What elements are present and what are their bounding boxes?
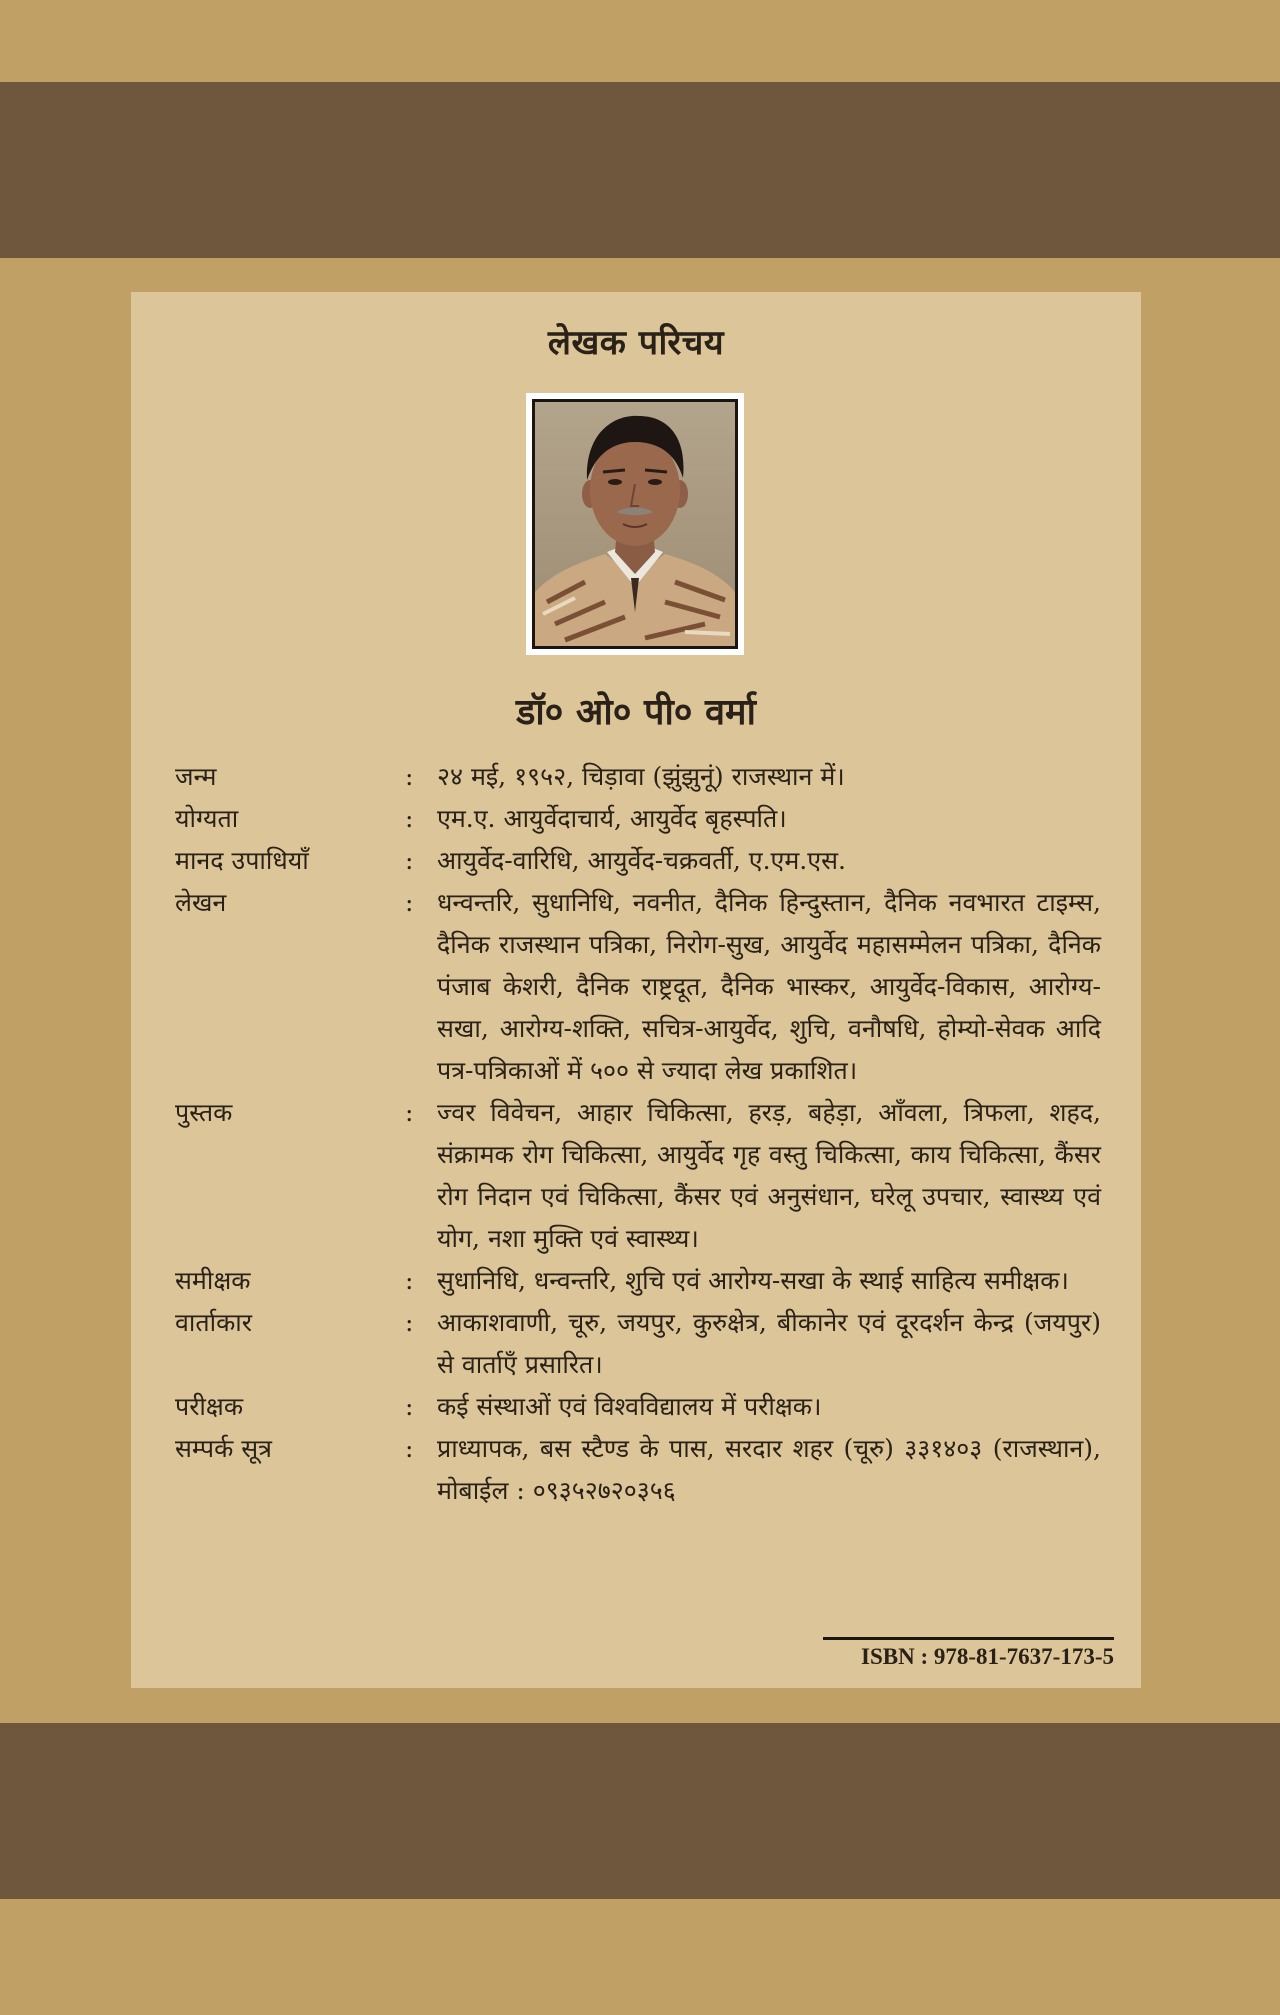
detail-label: परीक्षक bbox=[175, 1392, 244, 1421]
detail-label: पुस्तक bbox=[175, 1098, 233, 1127]
detail-value: प्राध्यापक, बस स्टैण्ड के पास, सरदार शहर (चूरु) ३३१४०३ (राजस्थान), मोबाईल : ०९३५२७२०३५६ bbox=[437, 1434, 1101, 1505]
detail-colon: : bbox=[405, 846, 414, 875]
isbn-divider bbox=[823, 1637, 1114, 1640]
detail-row-broadcaster bbox=[175, 1302, 1101, 1386]
detail-value: २४ मई, १९५२, चिड़ावा (झुंझुनूं) राजस्थान में। bbox=[437, 762, 845, 791]
detail-value: आकाशवाणी, चूरु, जयपुर, कुरुक्षेत्र, बीकानेर एवं दूरदर्शन केन्द्र (जयपुर) से वार्ताएँ प्रसारित। bbox=[437, 1308, 1101, 1379]
detail-label: सम्पर्क सूत्र bbox=[175, 1434, 272, 1463]
detail-value: कई संस्थाओं एवं विश्वविद्यालय में परीक्षक। bbox=[437, 1392, 822, 1421]
detail-colon: : bbox=[405, 1098, 414, 1127]
section-heading: लेखक परिचय bbox=[547, 323, 725, 363]
detail-label: योग्यता bbox=[175, 804, 239, 833]
detail-colon: : bbox=[405, 888, 414, 917]
detail-label: वार्ताकार bbox=[175, 1308, 253, 1337]
detail-colon: : bbox=[405, 1266, 414, 1295]
detail-row-writing bbox=[175, 882, 1101, 1092]
bottom-dark-band bbox=[0, 1723, 1280, 1899]
author-photo-frame bbox=[526, 393, 744, 655]
detail-label: जन्म bbox=[175, 762, 217, 791]
detail-value: ज्वर विवेचन, आहार चिकित्सा, हरड़, बहेड़ा, आँवला, त्रिफला, शहद, संक्रामक रोग चिकित्सा, आयुर्वेद गृह वस्तु चिकित्सा, काय चिकित्सा, कैंसर रोग निदान एवं चिकित्सा, कैंसर एवं अनुसंधान, घरेलू उपचार, स्वास्थ्य एवं योग, नशा मुक्ति एवं स्वास्थ्य। bbox=[437, 1098, 1101, 1253]
detail-row-contact bbox=[175, 1428, 1101, 1512]
author-photo bbox=[532, 399, 738, 649]
top-dark-band bbox=[0, 82, 1280, 258]
detail-row-books bbox=[175, 1092, 1101, 1260]
detail-value: एम.ए. आयुर्वेदाचार्य, आयुर्वेद बृहस्पति। bbox=[437, 804, 787, 833]
detail-colon: : bbox=[405, 1308, 414, 1337]
author-details-list bbox=[175, 756, 1101, 1512]
detail-label: लेखन bbox=[175, 888, 227, 917]
detail-row-birth bbox=[175, 756, 1101, 798]
author-profile-panel bbox=[131, 292, 1141, 1688]
detail-label: मानद उपाधियाँ bbox=[175, 846, 309, 875]
detail-label: समीक्षक bbox=[175, 1266, 251, 1295]
detail-colon: : bbox=[405, 1434, 414, 1463]
detail-value: सुधानिधि, धन्वन्तरि, शुचि एवं आरोग्य-सखा के स्थाई साहित्य समीक्षक। bbox=[437, 1266, 1069, 1295]
detail-value: धन्वन्तरि, सुधानिधि, नवनीत, दैनिक हिन्दुस्तान, दैनिक नवभारत टाइम्स, दैनिक राजस्थान पत्रिका, निरोग-सुख, आयुर्वेद महासम्मेलन पत्रिका, दैनिक पंजाब केशरी, दैनिक राष्ट्रदूत, दैनिक भास्कर, आयुर्वेद-विकास, आरोग्य-सखा, आरोग्य-शक्ति, सचित्र-आयुर्वेद, शुचि, वनौषधि, होम्यो-सेवक आदि पत्र-पत्रिकाओं में ५०० से ज्यादा लेख प्रकाशित। bbox=[437, 888, 1101, 1085]
detail-row-honorary-degrees bbox=[175, 840, 1101, 882]
isbn-label: ISBN : 978-81-7637-173-5 bbox=[861, 1644, 1114, 1669]
detail-row-examiner bbox=[175, 1386, 1101, 1428]
author-name: डॉ० ओ० पी० वर्मा bbox=[516, 691, 756, 733]
detail-row-reviewer bbox=[175, 1260, 1101, 1302]
portrait-illustration bbox=[535, 402, 735, 646]
detail-colon: : bbox=[405, 1392, 414, 1421]
detail-colon: : bbox=[405, 804, 414, 833]
detail-row-qualification bbox=[175, 798, 1101, 840]
detail-value: आयुर्वेद-वारिधि, आयुर्वेद-चक्रवर्ती, ए.एम.एस. bbox=[437, 846, 846, 875]
detail-colon: : bbox=[405, 762, 414, 791]
